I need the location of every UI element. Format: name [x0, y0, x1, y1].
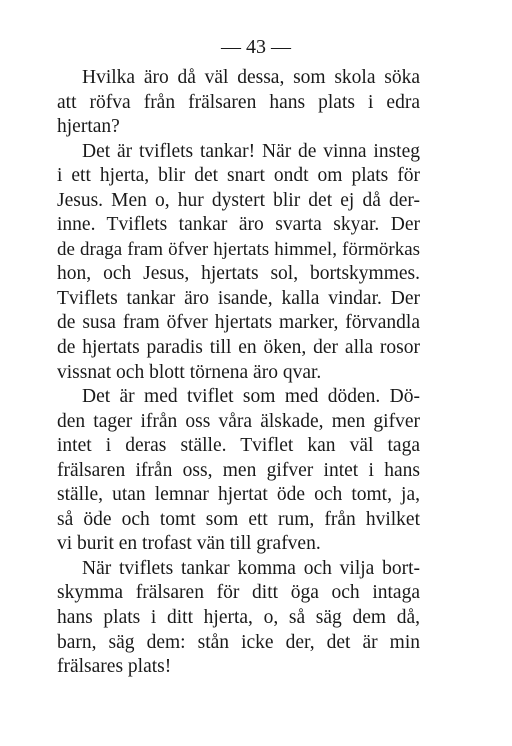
text-line: ställe, utan lemnar hjertat öde och tomt, ja, [57, 484, 420, 506]
text-line: hjertan? [57, 116, 120, 138]
text-line: vi burit en trofast vän till grafven. [57, 533, 321, 555]
text-line: intet i deras ställe. Tviflet kan väl taga [57, 435, 420, 457]
text-line: Det är tviflets tankar! När de vinna insteg [82, 140, 420, 162]
text-line: frälsaren ifrån oss, men gifver intet i hans [57, 459, 420, 481]
text-line: i ett hjerta, blir det snart ondt om plats för [57, 165, 420, 187]
text-line: vissnat och blott törnena äro qvar. [57, 361, 322, 383]
text-line: hans plats i ditt hjerta, o, så säg dem då, [57, 607, 420, 629]
text-line: Jesus. Men o, hur dystert blir det ej då der- [57, 189, 420, 211]
body-text [57, 66, 420, 680]
text-line: Det är med tviflet som med döden. Dö- [82, 386, 420, 408]
text-line: inne. Tviflets tankar äro svarta skyar. Der [57, 214, 420, 236]
text-line: så öde och tomt som ett rum, från hvilket [57, 508, 420, 530]
text-line: de hjertats paradis till en öken, der alla rosor [57, 337, 420, 359]
text-line: frälsares plats! [57, 656, 172, 678]
text-line: När tviflets tankar komma och vilja bort- [82, 557, 420, 579]
text-line: de susa fram öfver hjertats marker, förvandla [57, 312, 420, 334]
text-line: skymma frälsaren för ditt öga och intaga [57, 582, 420, 604]
text-line: Hvilka äro då väl dessa, som skola söka [82, 67, 420, 88]
text-line: barn, säg dem: stån icke der, det är min [57, 631, 420, 653]
text-line: att röfva från frälsaren hans plats i edra [57, 91, 420, 113]
page-number: — 43 — [221, 36, 291, 58]
text-line: hon, och Jesus, hjertats sol, bortskymmes. [57, 263, 420, 285]
text-line: Tviflets tankar äro isande, kalla vindar. Der [57, 287, 420, 309]
text-line: de draga fram öfver hjertats himmel, förmörkas [57, 238, 420, 260]
text-line: den tager ifrån oss våra älskade, men gifver [57, 410, 420, 432]
